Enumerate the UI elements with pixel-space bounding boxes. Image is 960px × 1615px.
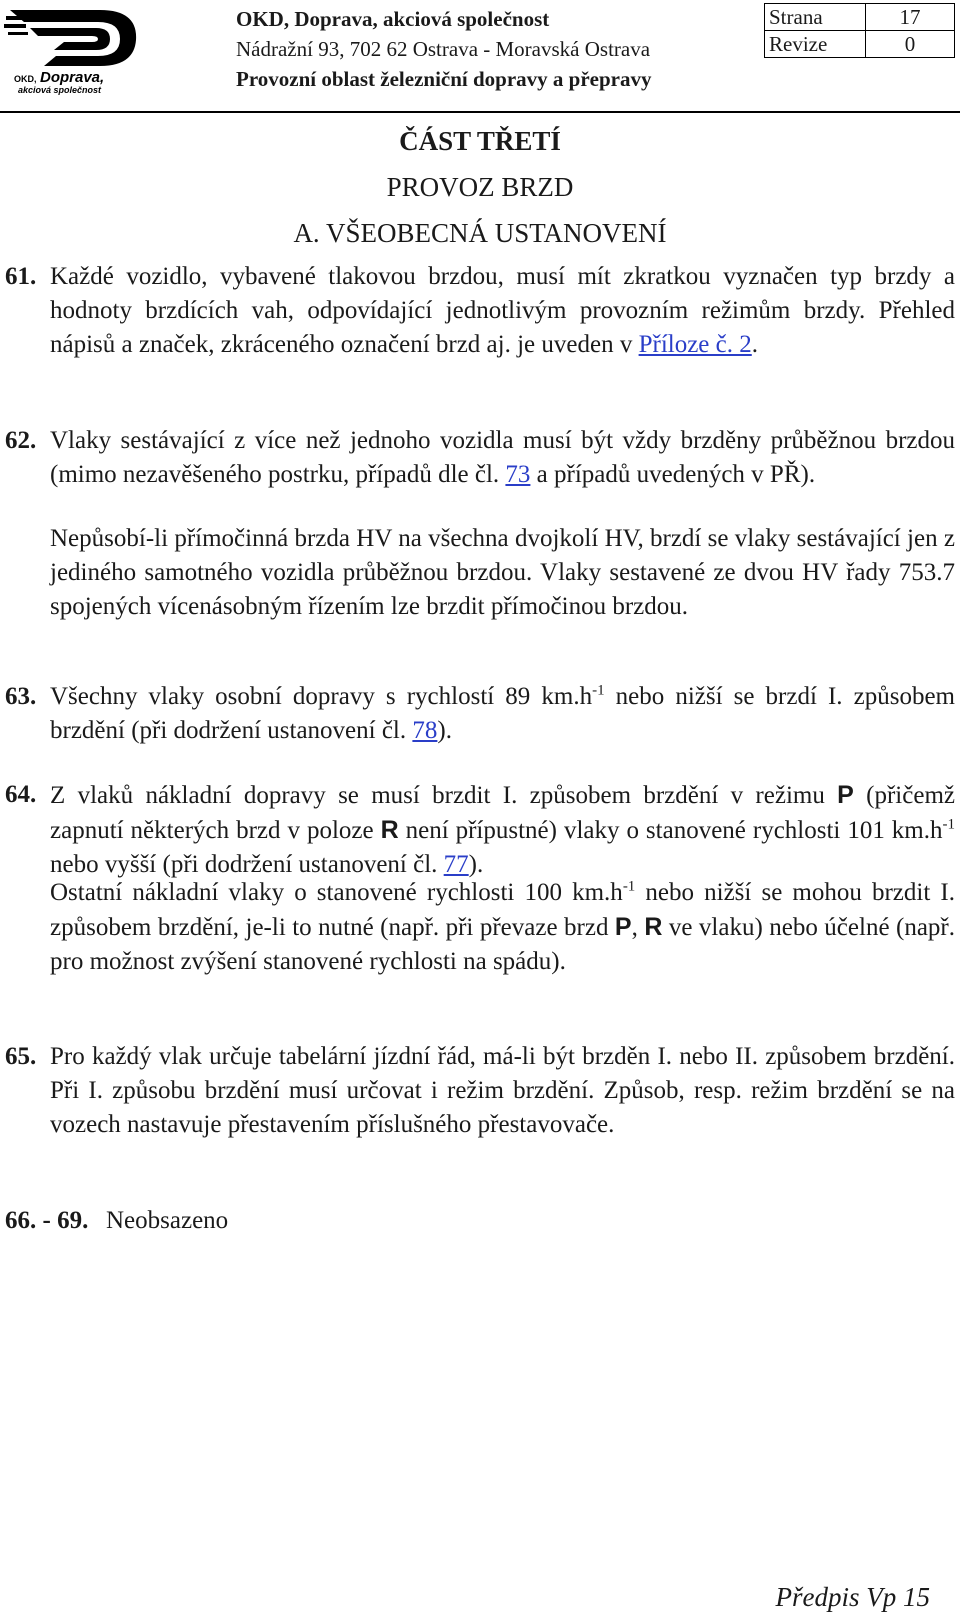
page-label: Strana <box>765 4 866 31</box>
brake-mode-p: P <box>837 781 854 809</box>
subject-title: PROVOZ BRZD <box>386 172 574 202</box>
article-61-text <box>50 260 955 362</box>
article-78-link[interactable]: 78 <box>412 717 438 744</box>
logo-doprava-text: Doprava, <box>40 69 105 86</box>
document-control-table <box>764 3 955 58</box>
article-63-end: ). <box>437 717 452 744</box>
article-64-text-2 <box>50 876 955 979</box>
article-61-body: Každé vozidlo, vybavené tlakovou brzdou, musí mít zkratkou vyznačen typ brzdy a hodnoty brzdících vah, odpovídající jednotlivým provozním režimům brzdy. Přehled nápisů a značek, zkráceného označení brzd aj. je uveden v <box>50 263 955 358</box>
article-63-body-2: nebo nižší se brzdí I. způsobem brzdění (při dodržení ustanovení čl. <box>50 683 955 744</box>
article-64-text <box>50 778 955 882</box>
company-name: OKD, Doprava, akciová společnost <box>236 7 550 31</box>
article-65-text: Pro každý vlak určuje tabelární jízdní řád, má-li být brzděn I. nebo II. způsobem brzdění. Při I. způsobu brzdění musí určovat i režim brzdění. Způsob, resp. režim brzdění se na vozech nastavuje přestavením příslušného přestavovače. <box>50 1043 955 1138</box>
article-62-text <box>50 424 955 492</box>
logo-tagline-text: akciová společnost <box>18 85 102 95</box>
article-64-body-8: , <box>631 914 645 941</box>
article-64-body-9: ve vlaku) nebo účelné (např. pro možnost zvýšení stanovené rychlosti na spádu). <box>50 914 956 975</box>
article-63-text <box>50 680 955 748</box>
logo-okd-text: OKD, <box>14 74 37 84</box>
article-64-body-5: ). <box>468 851 484 878</box>
article-62-body-end: a případů uvedených v PŘ). <box>530 461 816 488</box>
article-number-63: 63. <box>5 683 37 710</box>
page-header <box>0 0 960 112</box>
article-number-65: 65. <box>5 1043 37 1070</box>
section-titles <box>0 118 960 256</box>
part-title: ČÁST TŘETÍ <box>399 126 561 156</box>
brake-mode-r-2: R <box>644 913 663 941</box>
okd-doprava-logo <box>4 4 144 96</box>
section-title: A. VŠEOBECNÁ USTANOVENÍ <box>293 218 667 248</box>
revision-label: Revize <box>765 31 866 58</box>
article-62-body: Vlaky sestávající z více než jednoho vozidla musí být vždy brzděny průběžnou brzdou (mimo nezavěšeného postrku, případů dle čl. <box>50 427 955 488</box>
article-61-end: . <box>751 331 759 358</box>
brake-mode-r: R <box>380 816 399 844</box>
revision-number: 0 <box>866 31 955 58</box>
attachment-2-link[interactable]: Příloze č. 2 <box>638 331 752 358</box>
article-64-body-3: není přípustné) vlaky o stanovené rychlosti 101 km.h <box>398 817 943 844</box>
article-64-body-2: (přičemž zapnutí některých brzd v poloze <box>50 782 955 844</box>
article-73-link[interactable]: 73 <box>505 461 531 488</box>
article-number-64: 64. <box>5 781 37 808</box>
article-64-superscript-2: -1 <box>622 878 636 895</box>
article-64-body-4: nebo vyšší (při dodržení ustanovení čl. <box>50 851 444 878</box>
document-footer: Předpis Vp 15 <box>775 1582 930 1612</box>
company-department: Provozní oblast železniční dopravy a přepravy <box>236 67 652 91</box>
brake-mode-p-2: P <box>614 913 632 941</box>
article-77-link[interactable]: 77 <box>443 851 469 878</box>
article-66-69-text: Neobsazeno <box>106 1207 229 1234</box>
article-64-superscript-1: -1 <box>942 816 955 833</box>
article-62-text-2: Nepůsobí-li přímočinná brzda HV na všechna dvojkolí HV, brzdí se vlaky sestávající jen z jediného samotného vozidla průběžnou brzdou. Vlaky sestavené ze dvou HV řady 753.7 spojených vícenásobným řízením lze brzdit přímočinou brzdou. <box>50 525 955 620</box>
article-64-body: Z vlaků nákladní dopravy se musí brzdit I. způsobem brzdění v režimu <box>50 782 838 809</box>
header-divider <box>0 111 960 113</box>
article-number-62: 62. <box>5 427 37 454</box>
page-number: 17 <box>866 4 955 31</box>
article-63-body: Všechny vlaky osobní dopravy s rychlostí 89 km.h <box>50 683 593 710</box>
company-address: Nádražní 93, 702 62 Ostrava - Moravská Ostrava <box>236 37 651 61</box>
article-63-superscript: -1 <box>592 682 605 699</box>
article-64-body-7: nebo nižší se mohou brzdit I. způsobem brzdění, je-li to nutné (např. při převaze brzd <box>50 879 955 941</box>
article-number-66-69: 66. - 69. <box>5 1207 89 1234</box>
company-block <box>236 4 652 94</box>
article-64-body-6: Ostatní nákladní vlaky o stanovené rychlosti 100 km.h <box>50 879 623 906</box>
article-number-61: 61. <box>5 263 37 290</box>
